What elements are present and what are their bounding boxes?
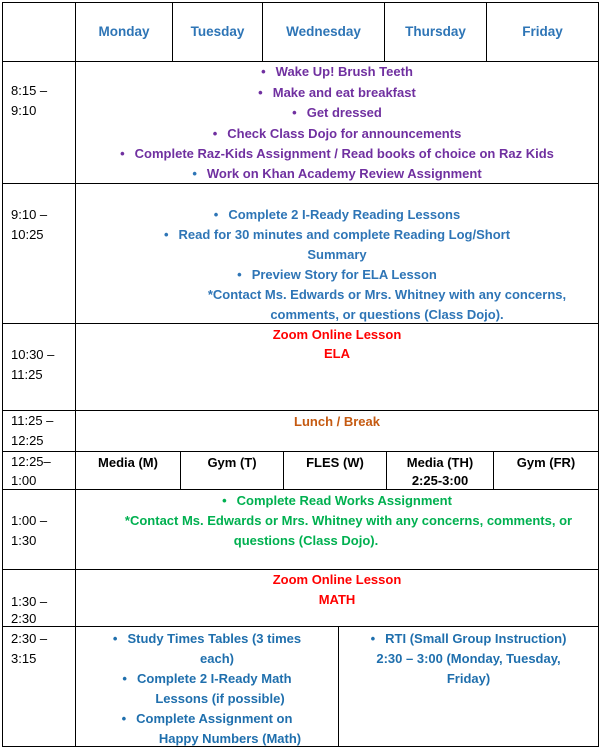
list-item-continued: Summary xyxy=(307,247,367,262)
bullet: • xyxy=(120,146,125,161)
bullet: • xyxy=(237,267,242,282)
special-monday: Media (M) xyxy=(98,455,158,470)
time-start: 2:30 – xyxy=(11,631,48,646)
list-item xyxy=(339,629,598,649)
list-item-continued: Lessons (if possible) xyxy=(155,691,285,706)
contact-note: questions (Class Dojo). xyxy=(233,533,379,548)
contact-note: *Contact Ms. Edwards or Mrs. Whitney with any concerns, comments, or xyxy=(124,513,573,528)
list-item-continued: Happy Numbers (Math) xyxy=(158,731,302,746)
list-item xyxy=(76,629,338,649)
item-text: Preview Story for ELA Lesson xyxy=(251,267,437,282)
item-text: Complete Raz-Kids Assignment / Read books of choice on Raz Kids xyxy=(134,146,554,161)
bullet: • xyxy=(292,105,297,120)
item-text: Complete Assignment on xyxy=(136,711,293,726)
day-friday: Friday xyxy=(522,24,563,39)
contact-note: *Contact Ms. Edwards or Mrs. Whitney with any concerns, xyxy=(207,287,567,302)
day-thursday: Thursday xyxy=(405,24,466,39)
list-item xyxy=(76,265,598,285)
bullet: • xyxy=(163,227,169,242)
item-text: Study Times Tables (3 times xyxy=(127,631,302,646)
special-friday: Gym (FR) xyxy=(516,455,576,470)
lunch-label: Lunch / Break xyxy=(294,414,380,429)
contact-note: comments, or questions (Class Dojo). xyxy=(270,307,504,322)
zoom-lesson-title: Zoom Online Lesson xyxy=(272,572,402,587)
item-text: Read for 30 minutes and complete Reading Log/Short xyxy=(178,227,511,242)
item-text: Complete 2 I-Ready Reading Lessons xyxy=(228,207,461,222)
bullet: • xyxy=(370,631,376,646)
list-item xyxy=(76,164,598,184)
bullet: • xyxy=(222,493,227,508)
special-thursday-time: 2:25-3:00 xyxy=(411,473,469,488)
bullet: • xyxy=(121,711,127,726)
list-item xyxy=(76,62,598,82)
rti-schedule: 2:30 – 3:00 (Monday, Tuesday, xyxy=(376,651,561,666)
zoom-lesson-subject: ELA xyxy=(324,346,350,361)
special-wednesday: FLES (W) xyxy=(306,455,364,470)
day-wednesday: Wednesday xyxy=(286,24,361,39)
time-end: 9:10 xyxy=(11,103,37,118)
time-start: 10:30 – xyxy=(11,347,55,362)
time-start: 1:30 – xyxy=(11,594,48,609)
special-tuesday: Gym (T) xyxy=(207,455,257,470)
time-start: 9:10 – xyxy=(11,207,48,222)
list-item xyxy=(76,144,598,164)
time-end: 11:25 xyxy=(11,367,43,382)
list-item xyxy=(76,103,598,123)
time-end: 2:30 xyxy=(11,611,37,626)
rti-schedule: Friday) xyxy=(446,671,491,686)
bullet: • xyxy=(122,671,127,686)
item-text: Complete 2 I-Ready Math xyxy=(136,671,292,686)
zoom-lesson-subject: MATH xyxy=(318,592,356,607)
list-item xyxy=(76,225,598,245)
list-item xyxy=(76,709,338,729)
list-item-continued: each) xyxy=(200,651,234,666)
item-text: RTI (Small Group Instruction) xyxy=(385,631,567,646)
bullet: • xyxy=(212,126,218,141)
bullet: • xyxy=(213,207,219,222)
time-start: 1:00 – xyxy=(11,513,48,528)
time-end: 12:25 xyxy=(11,433,44,448)
special-thursday: Media (TH) xyxy=(406,455,474,470)
list-item xyxy=(76,124,598,144)
list-item xyxy=(76,83,598,103)
bullet: • xyxy=(258,85,263,100)
bullet: • xyxy=(261,64,266,79)
time-start: 12:25– xyxy=(11,454,51,469)
list-item xyxy=(76,205,598,225)
day-tuesday: Tuesday xyxy=(190,24,245,39)
item-text: Wake Up! Brush Teeth xyxy=(275,64,413,79)
time-end: 1:30 xyxy=(11,533,37,548)
time-end: 1:00 xyxy=(11,473,37,488)
day-monday: Monday xyxy=(98,24,150,39)
list-item xyxy=(76,491,598,511)
item-text: Complete Read Works Assignment xyxy=(236,493,452,508)
time-start: 8:15 – xyxy=(11,83,48,98)
time-end: 10:25 xyxy=(11,227,44,242)
item-text: Make and eat breakfast xyxy=(272,85,416,100)
bullet: • xyxy=(192,166,197,181)
list-item xyxy=(76,669,338,689)
time-end: 3:15 xyxy=(11,651,37,666)
item-text: Check Class Dojo for announcements xyxy=(227,126,462,141)
zoom-lesson-title: Zoom Online Lesson xyxy=(272,327,402,342)
item-text: Work on Khan Academy Review Assignment xyxy=(206,166,482,181)
item-text: Get dressed xyxy=(306,105,382,120)
time-start: 11:25 – xyxy=(11,413,54,428)
bullet: • xyxy=(112,631,118,646)
